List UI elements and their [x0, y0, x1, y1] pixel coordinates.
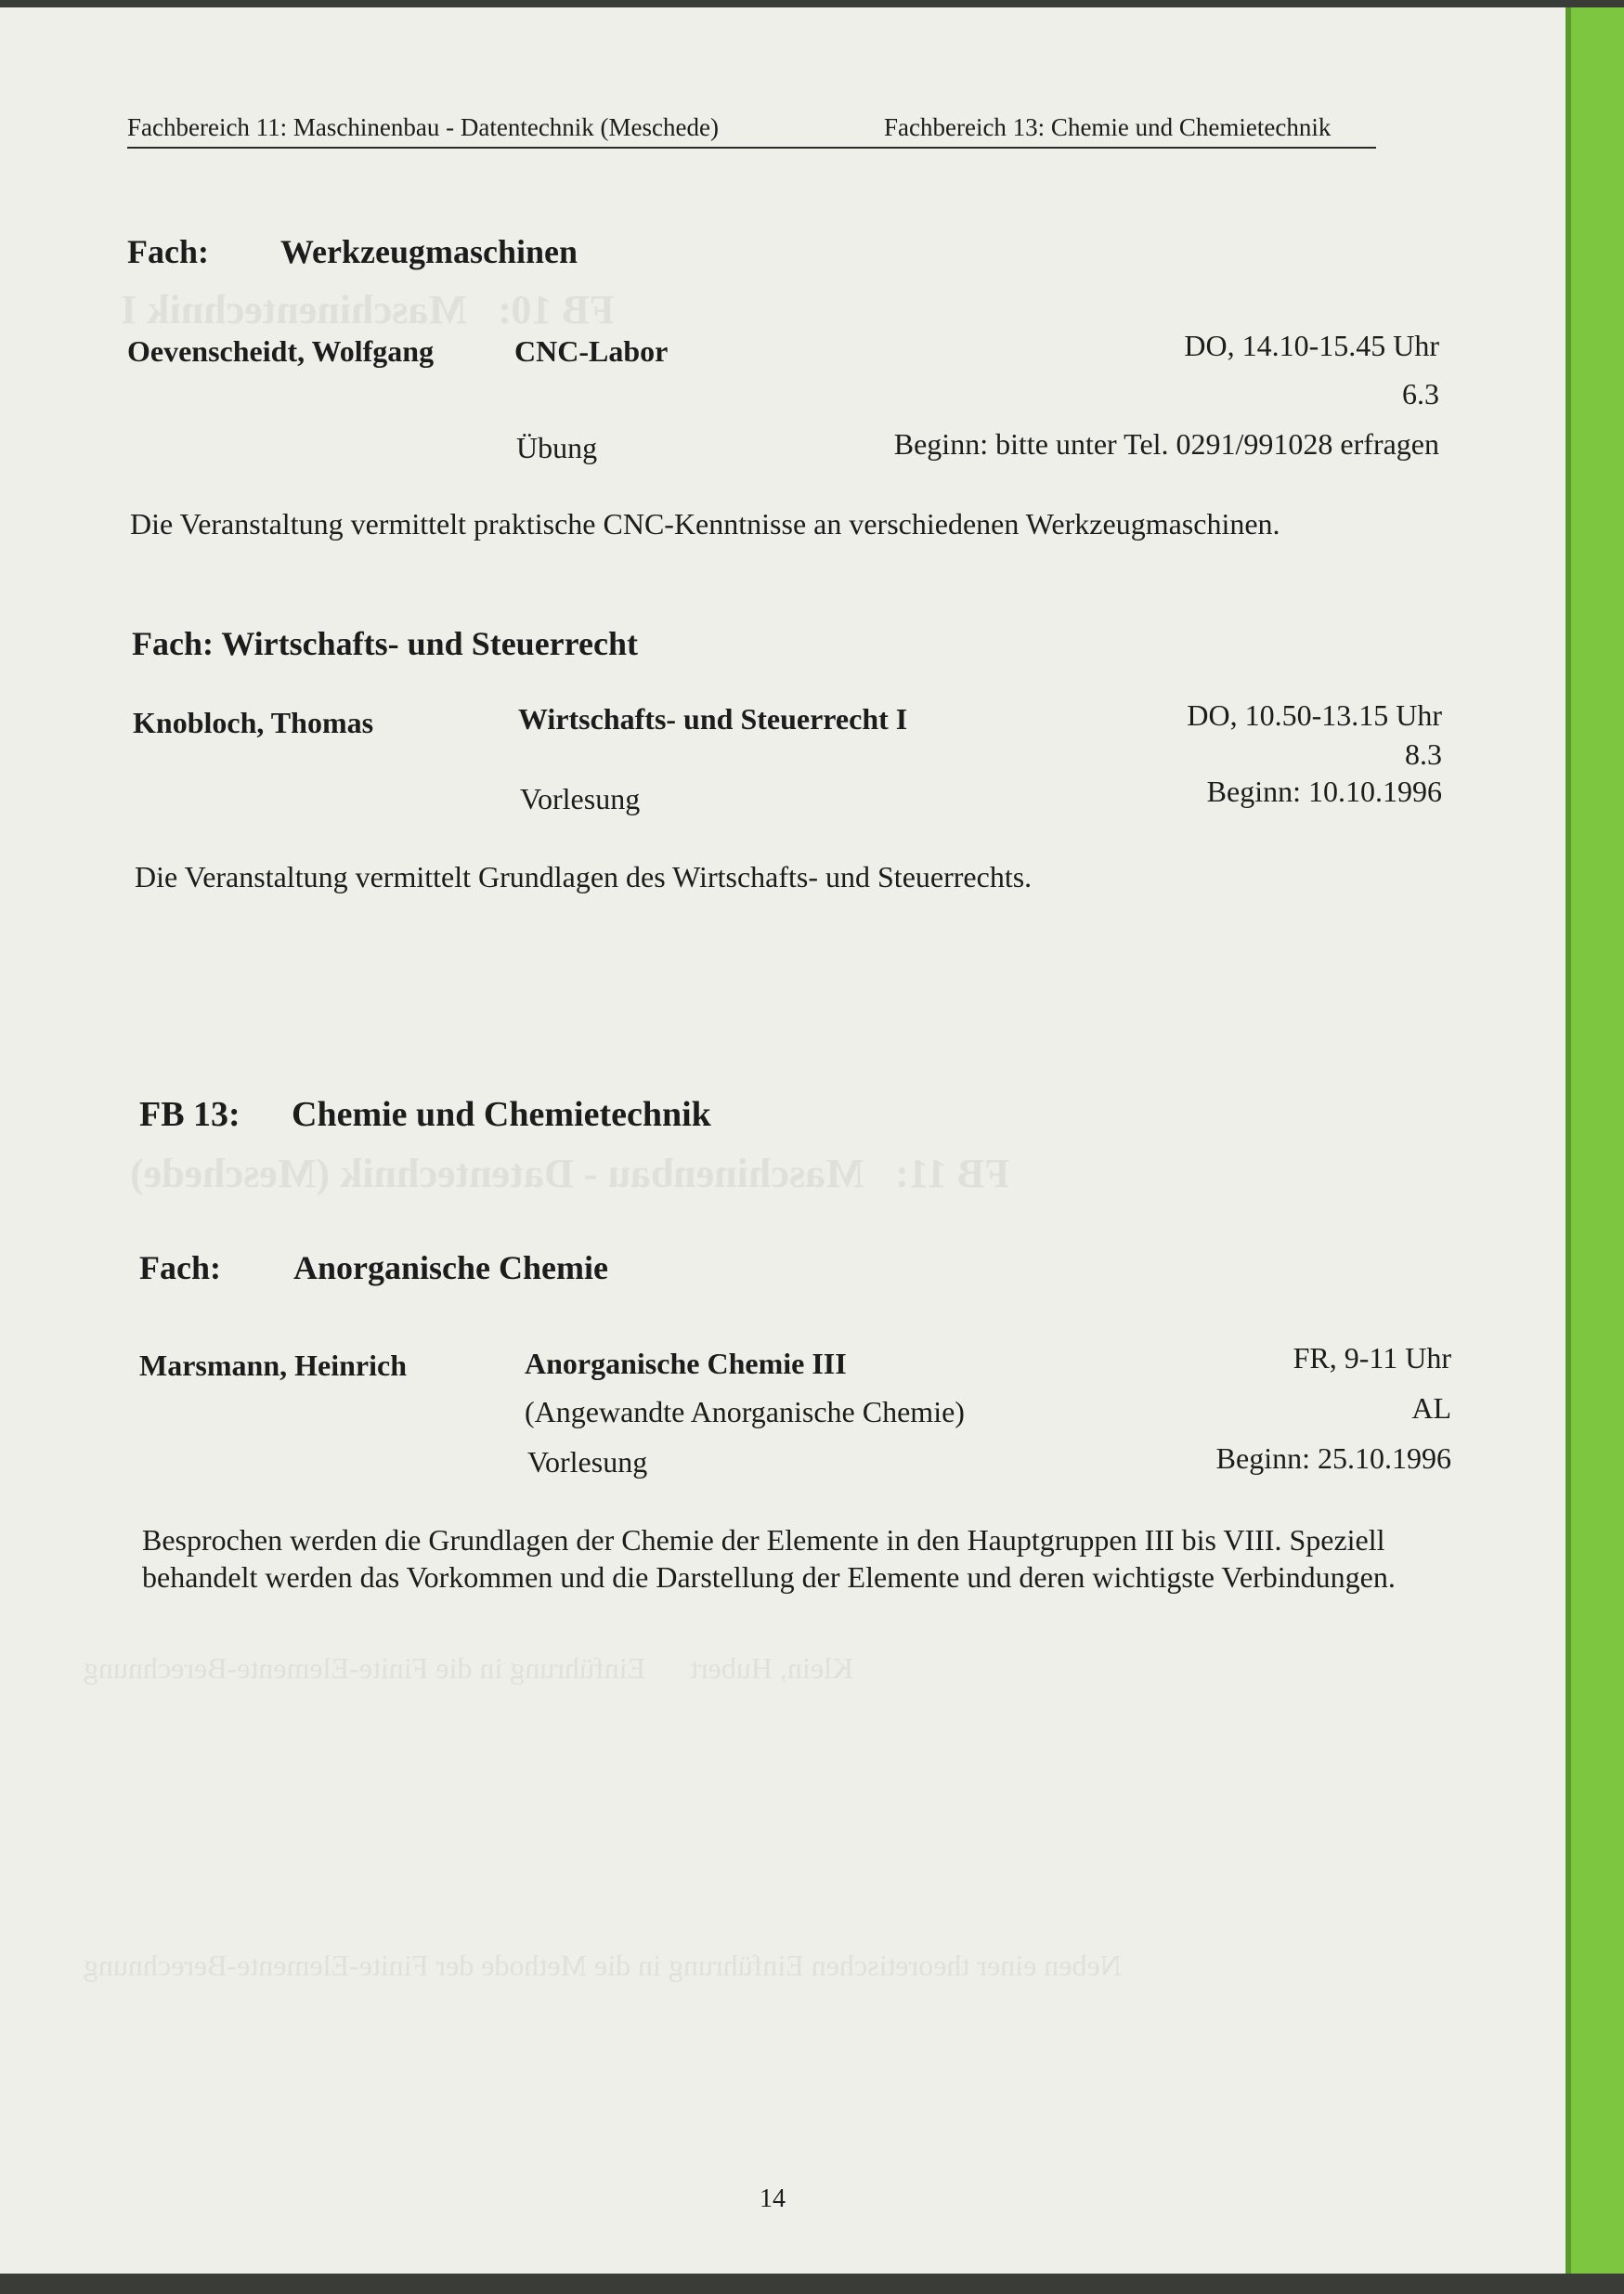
course-time: DO, 14.10-15.45 Uhr: [1184, 329, 1439, 362]
course-room: 6.3: [1402, 377, 1439, 411]
course-type: Übung: [516, 431, 598, 464]
course-type: Vorlesung: [527, 1445, 648, 1479]
course-title: CNC-Labor: [514, 334, 669, 368]
course-beginn: Beginn: bitte unter Tel. 0291/991028 erfragen: [893, 427, 1439, 461]
green-binding-tab: [1566, 7, 1624, 2274]
section-title: Chemie und Chemietechnik: [292, 1095, 711, 1134]
course-time: FR, 9-11 Uhr: [1293, 1341, 1451, 1375]
course-beginn: Beginn: 10.10.1996: [1206, 775, 1442, 808]
course-subtitle: (Angewandte Anorganische Chemie): [525, 1395, 965, 1428]
course-room: AL: [1411, 1391, 1451, 1425]
course-description: Die Veranstaltung vermittelt praktische CNC-Kenntnisse an verschiedenen Werkzeugmaschinen.: [130, 507, 1280, 541]
course-beginn: Beginn: 25.10.1996: [1215, 1441, 1451, 1475]
fach-name: Anorganische Chemie: [293, 1249, 608, 1286]
document-page: FB 10: Maschinentechnik I FB 11: Maschinenbau - Datentechnik (Meschede) Klein, Hubert Einführung in die Finite-Elemente-Berechnung Neben einer theoretischen Einführung in die Methode der Finite-Elemente-Berechnung Fachbereich 11: Maschinenbau - Datentechnik (Meschede) Fachbereich 13: Chemie und Chemietechnik Fach: Werkzeugmaschinen Oevenscheidt, Wolfgang CNC-Labor DO, 14.10-15.45 Uhr 6.3 Übung Beginn: bitte unter Tel. 0291/991028 erfragen Die Veranstaltung vermittelt praktische CNC-Kenntnisse an verschiedenen Werkzeugmaschinen. Fach: Wirtschafts- und Steuerrecht Knobloch, Thomas Wirtschafts- und Steuerrecht I DO, 10.50-13.15 Uhr 8.3 Vorlesung Beginn: 10.10.1996 Die Veranstaltung vermittelt Grundlagen des Wirtschafts- und Steuerrechts. FB 13: Chemie und Chemietechnik Fach: Anorganische Chemie Marsmann, Heinrich Anorganische Chemie III FR, 9-11 Uhr (Angewandte Anorganische Chemie) AL Vorlesung Beginn: 25.10.1996 Besprochen werden die Grundlagen der Chemie der Elemente in den Hauptgruppen III bis VIII. Speziell behandelt werden das Vorkommen und die Darstellung der Elemente und deren wichtigste Verbindungen. 14: [0, 7, 1569, 2274]
header-rule: [127, 147, 1376, 149]
page-number: 14: [760, 2184, 786, 2213]
course-type: Vorlesung: [520, 782, 641, 815]
course-description: Die Veranstaltung vermittelt Grundlagen des Wirtschafts- und Steuerrechts.: [135, 860, 1033, 893]
fach-label: Fach:: [139, 1249, 221, 1286]
lecturer-name: Knobloch, Thomas: [133, 706, 374, 739]
fach-label: Fach:: [127, 233, 209, 270]
green-binding-edge: [1566, 7, 1571, 2274]
lecturer-name: Oevenscheidt, Wolfgang: [127, 334, 435, 368]
fach-name: Werkzeugmaschinen: [280, 233, 578, 270]
section-label: FB 13:: [139, 1095, 240, 1134]
lecturer-name: Marsmann, Heinrich: [139, 1349, 407, 1382]
course-room: 8.3: [1405, 737, 1442, 771]
course-time: DO, 10.50-13.15 Uhr: [1187, 698, 1442, 732]
fach-label: Fach: Wirtschafts- und Steuerrecht: [132, 625, 638, 662]
header-left: Fachbereich 11: Maschinenbau - Datentechnik (Meschede): [127, 113, 719, 141]
header-right: Fachbereich 13: Chemie und Chemietechnik: [884, 113, 1332, 141]
course-title: Anorganische Chemie III: [525, 1347, 847, 1380]
course-title: Wirtschafts- und Steuerrecht I: [518, 702, 908, 736]
course-description: Besprochen werden die Grundlagen der Chemie der Elemente in den Hauptgruppen III bis VIII. Speziell behandelt werden das Vorkommen und die Darstellung der Elemente und deren wichtigste Verbindungen.: [142, 1523, 1396, 1594]
